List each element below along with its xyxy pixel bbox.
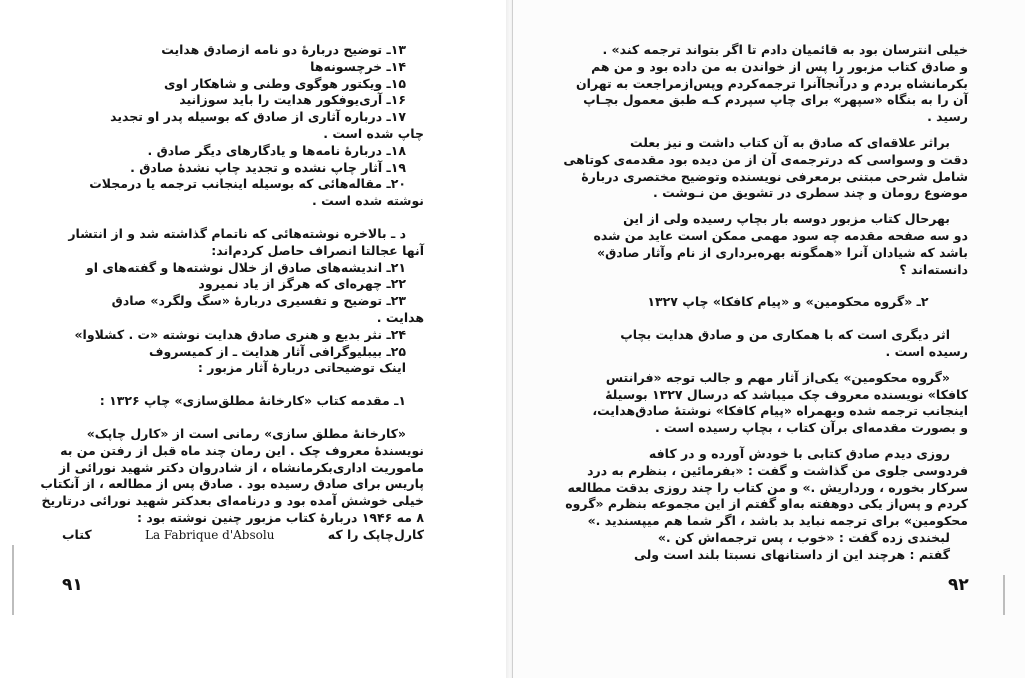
text-line: بکرمانشاه بردم و درآنجاآنرا ترجمه‌کردم وپس‌ازمراجعت به تهران — [576, 75, 968, 91]
text-line: کافکا» نویسنده معروف چک میباشد که درسال ۱۳۲۷ بوسیلهٔ — [605, 386, 968, 402]
text-line: آن را به بنگاه «سپهر» برای چاپ سپردم کـه طبق معمول بچـاپ — [583, 92, 968, 108]
text-line: ۱۹ـ آثار چاپ نشده و تجدید چاپ نشدهٔ صادق . — [130, 159, 406, 175]
text-line: روزی دیدم صادق کتابی با خودش آورده و در کافه — [648, 445, 950, 461]
text-line: و بصورت مقدمه‌ای برآن کتاب ، بچاپ رسیده است . — [654, 420, 968, 436]
right-page-text — [563, 42, 968, 564]
text-line: ۲۲ـ چهره‌ای که هرگز از یاد نمیرود — [198, 276, 406, 292]
text-line: ۱۴ـ خرچسونه‌ها — [310, 58, 406, 74]
scan-edge-mark — [1003, 575, 1005, 615]
book-title-latin: La Fabrique d'Absolu — [144, 527, 275, 542]
text-line: خیلی خوشش آمده بود و درنامه‌ای بعدکتر شهید نورائی درتاریخ — [41, 493, 424, 509]
text-line: و صادق کتاب مزبور را پس از خواندن به من داده بود و من هم — [591, 58, 968, 74]
text-line: گفتم : هرچند این از داستانهای نسبتا بلند است ولی — [633, 546, 950, 562]
text-line: محکومین» برای ترجمه نباید بد باشد ، اگر شما هم میپسندید .» — [587, 513, 968, 529]
text-line: ۱۸ـ دربارهٔ نامه‌ها و یادگارهای دیگر صادق . — [147, 142, 406, 158]
text-line: بهرحال کتاب مزبور دوسه بار بچاپ رسیده ولی از این — [623, 211, 950, 227]
text-line: ۸ مه ۱۹۴۶ دربارهٔ کتاب مزبور چنین نوشته بود : — [136, 509, 424, 525]
text-line: براثر علاقه‌ای که صادق به آن کتاب داشت و نیز بعلت — [630, 134, 950, 150]
text-line: ۲۳ـ توضیح و تفسیری دربارهٔ «سگ ولگرد» صادق — [111, 293, 406, 309]
text-line: نویسندهٔ معروف چک . این رمان چند ماه قبل از رفتن من به — [60, 442, 424, 458]
section-heading: ۲ـ «گروه محکومین» و «پیام کافکا» چاپ ۱۳۲۷ — [647, 294, 929, 310]
text-line: فردوسی جلوی من گذاشت و گفت : «بفرمائین ، بنظرم به درد — [587, 462, 968, 478]
text-line: دو سه صفحه مقدمه چه سود مهمی ممکن است عاید من شده — [593, 227, 968, 243]
text-line: ۱۳ـ توضیح دربارهٔ دو نامه ازصادق هدایت — [161, 42, 406, 57]
scan-edge-mark — [12, 545, 14, 615]
text-line: ۲۱ـ اندیشه‌های صادق از خلال نوشته‌ها و گفته‌های او — [85, 259, 406, 275]
text-line-mixed — [62, 527, 424, 544]
text-line: «کارخانهٔ مطلق سازی» رمانی است از «کارل چاپک» — [86, 425, 406, 441]
left-page-text — [40, 42, 424, 544]
text-line: شامل شرحی مبتنی برمعرفی نویسنده وتوضیح مختصری دربارهٔ — [581, 168, 968, 184]
text-line: ۱۶ـ آری‌یوفکور هدایت را باید سوزانید — [179, 92, 406, 108]
text-line: دانسته‌اند ؟ — [899, 261, 968, 277]
text-line: «گروه محکومین» یکی‌از آثار مهم و جالب توجه «فرانتس — [605, 369, 950, 385]
text-line: اثر دیگری است که با همکاری من و صادق هدایت بچاپ — [620, 327, 950, 343]
section-heading: ۱ـ مقدمه کتاب «کارخانهٔ مطلق‌سازی» چاپ ۱۳۲۶ : — [99, 393, 406, 409]
page-number-left: ۹۱ — [62, 575, 83, 595]
text-line: اینک توضیحاتی دربارهٔ آثار مزبور : — [197, 360, 406, 376]
text-line: چاپ شده است . — [323, 125, 424, 141]
text-line: ۱۵ـ ویکتور هوگوی وطنی و شاهکار اوی — [164, 75, 406, 91]
text-line: رسید . — [927, 109, 968, 125]
text-line: آنها عجالتا انصراف حاصل کردم‌اند: — [211, 242, 424, 258]
text-line: کردم و پس‌از یکی دوهفته به‌او گفتم از این مجموعه بنظرم «گروه — [565, 496, 968, 512]
text-line: هدایت . — [376, 309, 424, 325]
text-line: خیلی انترسان بود به قائمیان دادم تا اگر بتواند ترجمه کند» . — [602, 42, 968, 57]
text-line: ۲۴ـ نثر بدیع و هنری صادق هدایت نوشته «ت . کشلاوا» — [74, 326, 406, 342]
text-line: رسیده است . — [885, 343, 968, 359]
text-line: ۲۰ـ مقاله‌هائی که بوسیله اینجانب ترجمه یا درمجلات — [89, 176, 406, 192]
page-number-right: ۹۲ — [948, 575, 969, 595]
text-line: د ـ بالاخره نوشته‌هائی که ناتمام گذاشته شد و از انتشار — [68, 225, 406, 241]
text-line: ماموریت اداری‌بکرمانشاه ، از شادروان دکتر شهید نورائی از — [58, 459, 424, 475]
text-line: باشد که شیادان آنرا «همگونه بهره‌برداری از نام وآثار صادق» — [597, 244, 968, 260]
text-line: ۱۷ـ درباره آثاری از صادق که بوسیله پدر او تجدید — [110, 109, 406, 125]
text-fragment: کارل‌چاپک را که — [327, 526, 424, 542]
text-line: لبخندی زده گفت : «خوب ، پس ترجمه‌اش کن .» — [657, 529, 950, 545]
text-fragment: کتاب — [62, 526, 92, 542]
text-line: پاریس برای صادق رسیده بود . صادق پس از مطالعه ، از آنکتاب — [40, 476, 424, 492]
text-line: ۲۵ـ بیبلیوگرافی آثار هدایت ـ از کمیسروف — [148, 343, 406, 359]
text-line: موضوع رومان و چند سطری در تشویق من نـوشت . — [653, 185, 968, 201]
text-line: نوشته شده است . — [311, 193, 424, 209]
text-line: اینجانب ترجمه شده وبهمراه «پیام کافکا» نوشتهٔ صادق‌هدایت، — [592, 403, 968, 419]
text-line: دقت و وسواسی که درترجمه‌ی آن از من دیده بود مقدمه‌ی کوتاهی — [563, 151, 968, 167]
text-line: سرکار بخوره ، ورداریش .» و من کتاب را چند روزی بدقت مطالعه — [567, 479, 968, 495]
